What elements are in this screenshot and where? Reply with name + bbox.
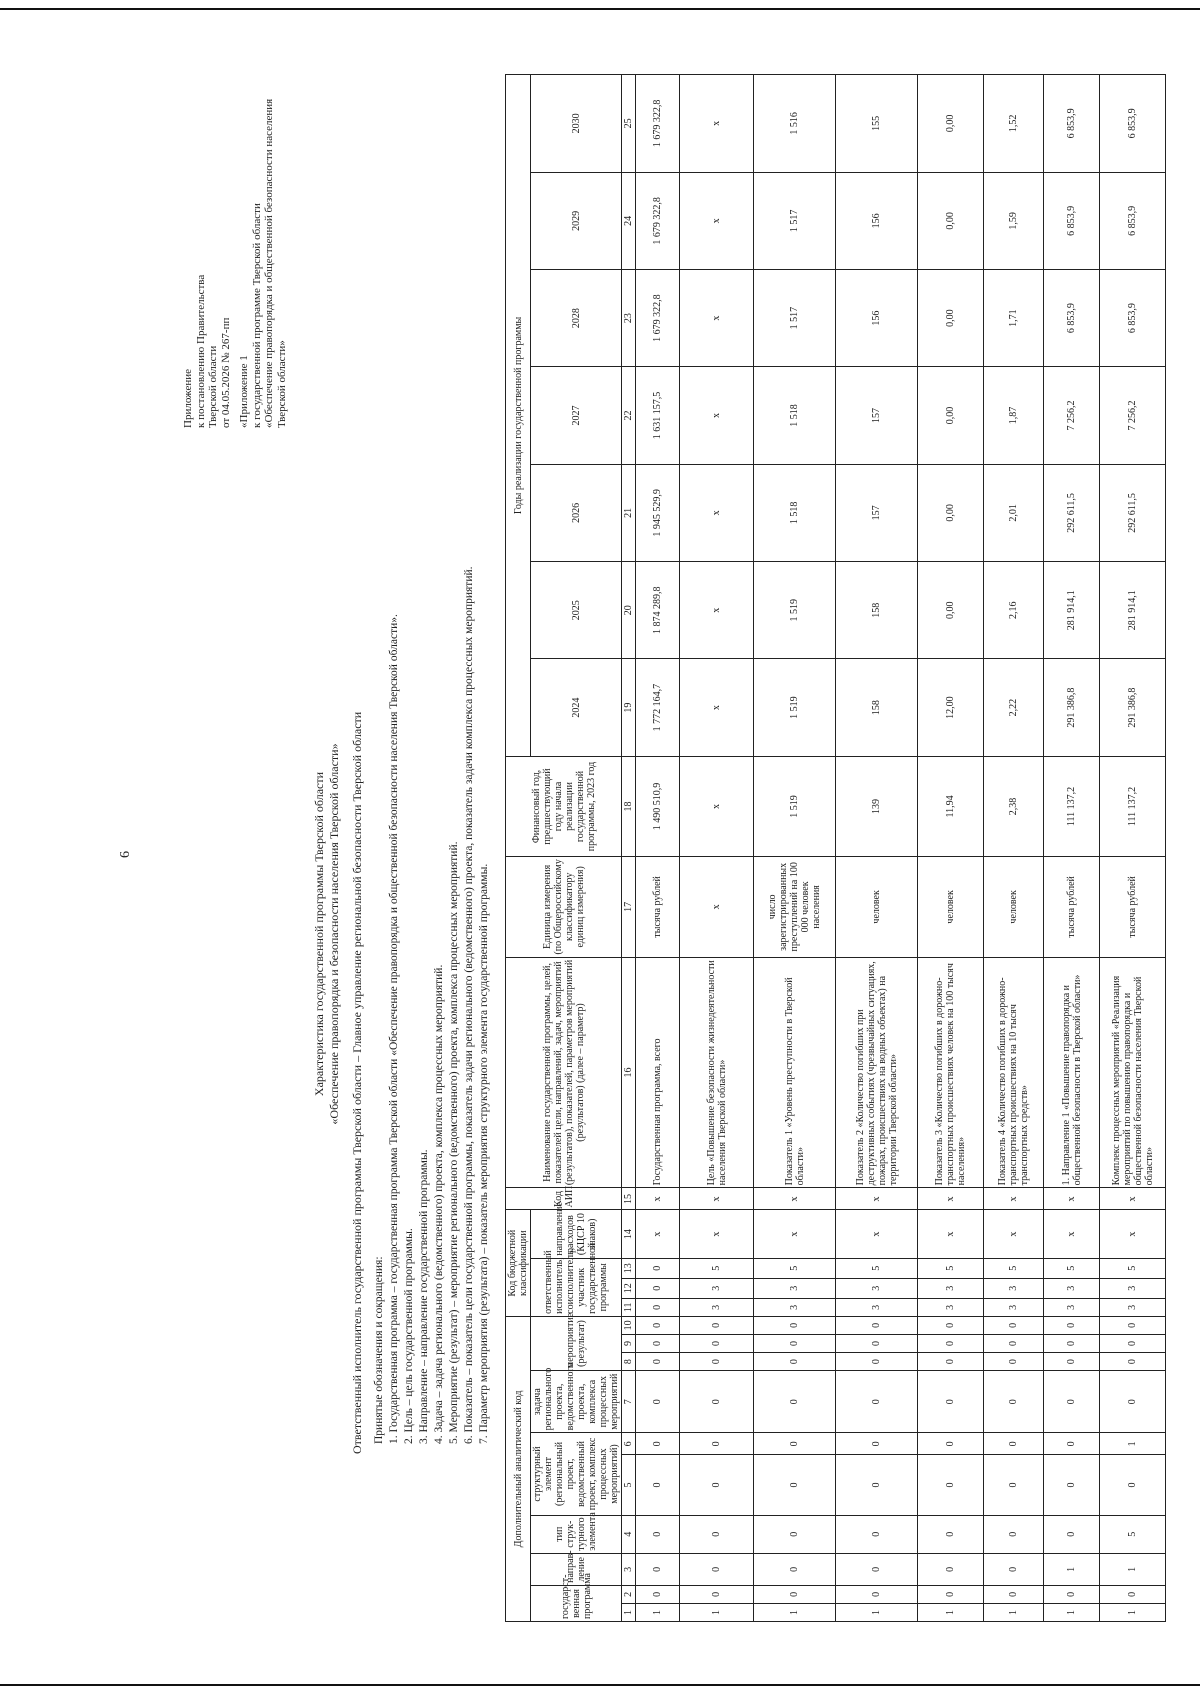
table-row [636,75,680,1622]
approval-line: к постановлению Правительства [194,274,207,428]
code-cell: 3 [754,1278,836,1298]
code-cell: 0 [1100,1353,1166,1371]
row-name-cell: Государственная программа, всего [636,957,680,1188]
base-year-value-cell: х [680,756,754,856]
year-value-cell: 0,00 [918,562,984,659]
approval-line: «Приложение 1 [238,355,250,428]
row-name-cell: Комплекс процессных мероприятий «Реализация мероприятий по повышению правопорядка и общественной безопасности населения Тверской области» [1100,957,1166,1188]
code-cell: 0 [836,1353,918,1371]
column-numbers-row [622,75,636,1622]
code-cell: 0 [836,1553,918,1585]
code-cell: 3 [680,1298,754,1316]
code-cell: 0 [754,1455,836,1515]
approval-line: Приложение [182,368,194,428]
unit-cell: х [680,857,754,957]
code-cell: 0 [918,1455,984,1515]
code-cell: 0 [680,1334,754,1352]
code-cell: 1 [1100,1553,1166,1585]
header-years: Годы реализации государственной программы [506,75,531,757]
year-value-cell: 2,01 [984,464,1044,561]
year-value-cell: х [680,269,754,366]
approval-line: Тверской области [207,345,219,428]
base-year-value-cell: 1 519 [754,756,836,856]
base-year-value-cell: 1 490 510,9 [636,756,680,856]
year-value-cell: 1 679 322,8 [636,172,680,269]
code-cell: х [984,1188,1044,1210]
year-value-cell: 158 [836,659,918,756]
code-cell: х [918,1210,984,1258]
column-number: 2 [622,1585,636,1603]
code-cell: 0 [918,1515,984,1553]
code-cell: 3 [1044,1278,1100,1298]
code-cell: 5 [836,1258,918,1278]
table-row [754,75,836,1622]
code-cell: 0 [636,1585,680,1603]
table-row [836,75,918,1622]
year-value-cell: 158 [836,562,918,659]
year-value-cell: 6 853,9 [1100,172,1166,269]
year-value-cell: 1 518 [754,464,836,561]
year-value-cell: 7 256,2 [1100,367,1166,464]
column-number: 3 [622,1553,636,1585]
code-cell: 0 [636,1371,680,1433]
code-cell: 5 [1100,1258,1166,1278]
code-cell: 0 [1100,1316,1166,1334]
unit-cell: число зарегистрированных преступлений на 100 000 человек населения [754,857,836,957]
unit-cell: человек [836,857,918,957]
year-value-cell: х [680,367,754,464]
base-year-value-cell: 11,94 [918,756,984,856]
responsible-executor: Ответственный исполнитель государственной программы Тверской области – Главное управление региональной безопасности Тверской области [350,711,364,1454]
code-cell: 0 [636,1278,680,1298]
header-expenses: направление расходов (КЦСР 10 знаков) [531,1210,622,1258]
year-value-cell: 291 386,8 [1100,659,1166,756]
code-cell: 3 [1044,1298,1100,1316]
column-number: 20 [622,562,636,659]
year-value-cell: 7 256,2 [1044,367,1100,464]
code-cell: 0 [636,1353,680,1371]
unit-cell: тысяча рублей [1100,857,1166,957]
code-cell: 0 [754,1334,836,1352]
code-cell: 0 [680,1371,754,1433]
year-value-cell: 155 [836,75,918,173]
code-cell: 0 [1044,1455,1100,1515]
column-number: 19 [622,659,636,756]
code-cell: х [1044,1210,1100,1258]
abbreviation-item: 2. Цель – цель государственной программы. [403,1228,415,1444]
year-header: 2029 [531,172,622,269]
year-header: 2028 [531,269,622,366]
code-cell: х [984,1210,1044,1258]
row-name-cell: 1. Направление 1 «Повышение правопорядка и общественной безопасности в Тверской области» [1044,957,1100,1188]
code-cell: 1 [1044,1603,1100,1621]
document-title [312,434,342,1434]
code-cell: 0 [836,1455,918,1515]
title-line-2: «Обеспечение правопорядка и безопасности населения Тверской области» [327,743,341,1125]
abbreviation-item: 6. Показатель – показатель цели государственной программы, показатель задачи регионального (ведомственного) проекта, показатель задачи комплекса процессных мероприятий. [463,566,475,1444]
column-number: 9 [622,1334,636,1352]
code-cell: 1 [680,1603,754,1621]
code-cell: х [1100,1210,1166,1258]
header-additional-code: Дополнительный аналитический код [506,1316,531,1621]
code-cell: 0 [680,1515,754,1553]
code-cell: х [680,1188,754,1210]
code-cell: 0 [636,1334,680,1352]
row-name-cell: Показатель 4 «Количество погибших в дорожно-транспортных происшествиях на 10 тысяч транспортных средств» [984,957,1044,1188]
header-event: мероприятие (результат) [531,1316,622,1370]
approval-line: от 04.05.2026 № 267-пп [219,317,232,428]
approval-line: к государственной программе Тверской области [250,203,263,428]
column-number: 17 [622,857,636,957]
approval-block [182,98,288,428]
code-cell: 0 [918,1585,984,1603]
year-value-cell: х [680,172,754,269]
code-cell: 1 [1044,1553,1100,1585]
code-cell: 0 [1044,1371,1100,1433]
table-row [984,75,1044,1622]
code-cell: 0 [680,1433,754,1455]
row-name-cell: Цель «Повышение безопасности жизнедеятельности населения Тверской области» [680,957,754,1188]
year-value-cell: 1 516 [754,75,836,173]
code-cell: 0 [1044,1334,1100,1352]
header-base-year: Финансовый год, предшествующий году начала реализации государственной программы, 2023 год [506,756,622,856]
year-value-cell: 1 631 157,5 [636,367,680,464]
program-characteristics-table [505,74,1166,1622]
year-value-cell: х [680,562,754,659]
abbreviation-item: 7. Параметр мероприятия (результата) – показатель мероприятия структурного элемента государственной программы. [478,863,490,1444]
code-cell: 0 [1044,1353,1100,1371]
column-number: 24 [622,172,636,269]
code-cell: 0 [836,1585,918,1603]
column-number: 21 [622,464,636,561]
code-cell: 0 [636,1298,680,1316]
code-cell: х [636,1210,680,1258]
column-number: 15 [622,1188,636,1210]
year-value-cell: 1,52 [984,75,1044,173]
code-cell: 3 [918,1278,984,1298]
code-cell: х [836,1210,918,1258]
code-cell: 0 [918,1433,984,1455]
code-cell: 0 [918,1553,984,1585]
unit-cell: тысяча рублей [636,857,680,957]
code-cell: 0 [1044,1433,1100,1455]
year-value-cell: 156 [836,269,918,366]
year-value-cell: 1 945 529,9 [636,464,680,561]
column-number: 5 [622,1455,636,1515]
column-number: 22 [622,367,636,464]
code-cell: х [1100,1188,1166,1210]
column-number: 1 [622,1603,636,1621]
code-cell: 0 [1100,1371,1166,1433]
column-number: 4 [622,1515,636,1553]
code-cell: 0 [984,1553,1044,1585]
header-name: Наименование государственной программы, целей, показателей цели, направлений, задач, мероприятий (результатов), показателей, параметров мероприятий (результатов) (далее – параметр) [506,957,622,1188]
code-cell: 1 [1100,1603,1166,1621]
unit-cell: человек [918,857,984,957]
code-cell: 3 [1100,1278,1166,1298]
code-cell: 3 [680,1278,754,1298]
column-number: 16 [622,957,636,1188]
code-cell: х [1044,1188,1100,1210]
year-header: 2030 [531,75,622,173]
header-executor: ответственный исполнитель, соисполнитель, участник государственной программы [531,1258,622,1316]
code-cell: 0 [754,1433,836,1455]
header-aip: Код АИП [506,1188,622,1210]
row-name-cell: Показатель 1 «Уровень преступности в Тверской области» [754,957,836,1188]
code-cell: 0 [984,1334,1044,1352]
column-number: 8 [622,1353,636,1371]
column-number: 13 [622,1258,636,1278]
code-cell: 0 [754,1515,836,1553]
year-value-cell: 12,00 [918,659,984,756]
code-cell: 0 [984,1353,1044,1371]
code-cell: 0 [984,1316,1044,1334]
code-cell: 0 [984,1371,1044,1433]
year-value-cell: 1 679 322,8 [636,75,680,173]
year-value-cell: 1 519 [754,659,836,756]
year-value-cell: 6 853,9 [1044,172,1100,269]
year-value-cell: 2,16 [984,562,1044,659]
year-value-cell: 6 853,9 [1100,269,1166,366]
code-cell: 0 [680,1585,754,1603]
code-cell: 0 [1100,1334,1166,1352]
code-cell: 3 [1100,1298,1166,1316]
code-cell: х [754,1210,836,1258]
year-value-cell: 281 914,1 [1044,562,1100,659]
table-row [918,75,984,1622]
row-name-cell: Показатель 3 «Количество погибших в дорожно-транспортных происшествиях человек на 100 тысяч населения» [918,957,984,1188]
code-cell: 0 [1044,1585,1100,1603]
code-cell: 1 [754,1603,836,1621]
year-value-cell: 292 611,5 [1100,464,1166,561]
code-cell: 0 [754,1553,836,1585]
abbreviation-item: 5. Мероприятие (результат) – мероприятие регионального (ведомственного) проекта, комплекса процессных мероприятий. [448,841,460,1444]
code-cell: 5 [918,1258,984,1278]
code-cell: 0 [680,1316,754,1334]
code-cell: 1 [636,1603,680,1621]
code-cell: 0 [836,1334,918,1352]
year-value-cell: 1,87 [984,367,1044,464]
code-cell: 3 [836,1278,918,1298]
column-number: 14 [622,1210,636,1258]
year-value-cell: 1,59 [984,172,1044,269]
year-header: 2025 [531,562,622,659]
column-number: 10 [622,1316,636,1334]
code-cell: 0 [636,1455,680,1515]
column-number: 6 [622,1433,636,1455]
year-value-cell: 0,00 [918,367,984,464]
table-row [680,75,754,1622]
code-cell: 3 [754,1298,836,1316]
row-name-cell: Показатель 2 «Количество погибших при деструктивных событиях (чрезвычайных ситуациях, пожарах, происшествиях на водных объектах) на территории Тверской области» [836,957,918,1188]
year-value-cell: 0,00 [918,172,984,269]
table-row [1100,75,1166,1622]
approval-line: «Обеспечение правопорядка и общественной безопасности населения [263,98,275,428]
year-value-cell: 157 [836,464,918,561]
year-value-cell: 1 517 [754,172,836,269]
abbreviation-item: 4. Задача – задача регионального (ведомственного) проекта, комплекса процессных мероприятий. [433,964,445,1444]
year-value-cell: х [680,464,754,561]
column-number: 18 [622,756,636,856]
year-value-cell: 0,00 [918,75,984,173]
base-year-value-cell: 111 137,2 [1100,756,1166,856]
year-value-cell: 156 [836,172,918,269]
year-value-cell: 6 853,9 [1100,75,1166,173]
column-number: 12 [622,1278,636,1298]
code-cell: 1 [836,1603,918,1621]
year-value-cell: 0,00 [918,269,984,366]
code-cell: 0 [984,1455,1044,1515]
code-cell: 0 [636,1433,680,1455]
code-cell: 0 [984,1433,1044,1455]
table-row [1044,75,1100,1622]
header-task: задача регионального проекта, ведомственного проекта, комплекса процессных мероприятий [531,1371,622,1433]
abbreviation-item: 3. Направление – направление государственной программы. [418,1149,430,1444]
year-value-cell: х [680,659,754,756]
year-value-cell: 1 874 289,8 [636,562,680,659]
year-value-cell: 1,71 [984,269,1044,366]
code-cell: 0 [1044,1515,1100,1553]
year-value-cell: 2,22 [984,659,1044,756]
code-cell: 0 [836,1433,918,1455]
code-cell: 0 [636,1258,680,1278]
code-cell: 1 [918,1603,984,1621]
code-cell: 0 [680,1553,754,1585]
code-cell: 5 [754,1258,836,1278]
code-cell: 3 [984,1278,1044,1298]
year-value-cell: 0,00 [918,464,984,561]
header-structural-element: структурный элемент (региональный проект, ведомственный проект, комплекс процессных мероприятий) [531,1433,622,1515]
column-number: 11 [622,1298,636,1316]
code-cell: 0 [636,1316,680,1334]
year-value-cell: 291 386,8 [1044,659,1100,756]
year-value-cell: х [680,75,754,173]
code-cell: х [680,1210,754,1258]
code-cell: 3 [984,1298,1044,1316]
code-cell: 5 [680,1258,754,1278]
code-cell: 1 [1100,1433,1166,1455]
year-header: 2027 [531,367,622,464]
code-cell: 5 [1100,1515,1166,1553]
base-year-value-cell: 111 137,2 [1044,756,1100,856]
header-budget-code: Код бюджетной классификации [506,1210,531,1316]
header-direction: направ-ление [531,1553,622,1585]
code-cell: х [918,1188,984,1210]
code-cell: 0 [680,1455,754,1515]
year-header: 2026 [531,464,622,561]
code-cell: 3 [918,1298,984,1316]
year-value-cell: 1 679 322,8 [636,269,680,366]
code-cell: 0 [636,1515,680,1553]
column-number: 25 [622,75,636,173]
year-value-cell: 1 517 [754,269,836,366]
code-cell: 0 [836,1316,918,1334]
code-cell: 3 [836,1298,918,1316]
column-number: 23 [622,269,636,366]
code-cell: 0 [918,1334,984,1352]
code-cell: 0 [1044,1316,1100,1334]
approval-line: Тверской области» [275,340,288,428]
year-value-cell: 281 914,1 [1100,562,1166,659]
abbreviations-heading: Принятые обозначения и сокращения: [373,1256,385,1444]
year-value-cell: 6 853,9 [1044,75,1100,173]
code-cell: 0 [984,1585,1044,1603]
unit-cell: тысяча рублей [1044,857,1100,957]
abbreviation-item: 1. Государственная программа – государственная программа Тверской области «Обеспечение правопорядка и общественной безопасности населения Тверской области». [388,614,400,1444]
year-value-cell: 1 518 [754,367,836,464]
code-cell: 0 [918,1353,984,1371]
column-number: 7 [622,1371,636,1433]
header-gp: государст-венная программа [531,1585,622,1621]
code-cell: х [754,1188,836,1210]
year-value-cell: 292 611,5 [1044,464,1100,561]
title-line-1: Характеристика государственной программы Тверской области [312,771,326,1097]
year-value-cell: 157 [836,367,918,464]
code-cell: 0 [1100,1585,1166,1603]
code-cell: 0 [984,1515,1044,1553]
year-value-cell: 1 772 164,7 [636,659,680,756]
abbreviations-block [372,566,492,1444]
code-cell: 5 [984,1258,1044,1278]
code-cell: 0 [754,1316,836,1334]
code-cell: 0 [754,1585,836,1603]
unit-cell: человек [984,857,1044,957]
base-year-value-cell: 2,38 [984,756,1044,856]
page-number: 6 [118,851,133,858]
code-cell: 0 [680,1353,754,1371]
code-cell: 0 [918,1316,984,1334]
code-cell: 5 [1044,1258,1100,1278]
year-value-cell: 1 519 [754,562,836,659]
base-year-value-cell: 139 [836,756,918,856]
table-body [636,75,1166,1622]
code-cell: 0 [918,1371,984,1433]
year-value-cell: 6 853,9 [1044,269,1100,366]
code-cell: 0 [836,1371,918,1433]
code-cell: 0 [754,1353,836,1371]
code-cell: 0 [836,1515,918,1553]
header-unit: Единица измерения (по Общероссийскому классификатору единиц измерения) [506,857,622,957]
code-cell: 0 [754,1371,836,1433]
code-cell: х [836,1188,918,1210]
code-cell: 1 [984,1603,1044,1621]
code-cell: 0 [1100,1455,1166,1515]
header-type: тип струк-турного элемента [531,1515,622,1553]
code-cell: х [636,1188,680,1210]
year-header: 2024 [531,659,622,756]
code-cell: 0 [636,1553,680,1585]
